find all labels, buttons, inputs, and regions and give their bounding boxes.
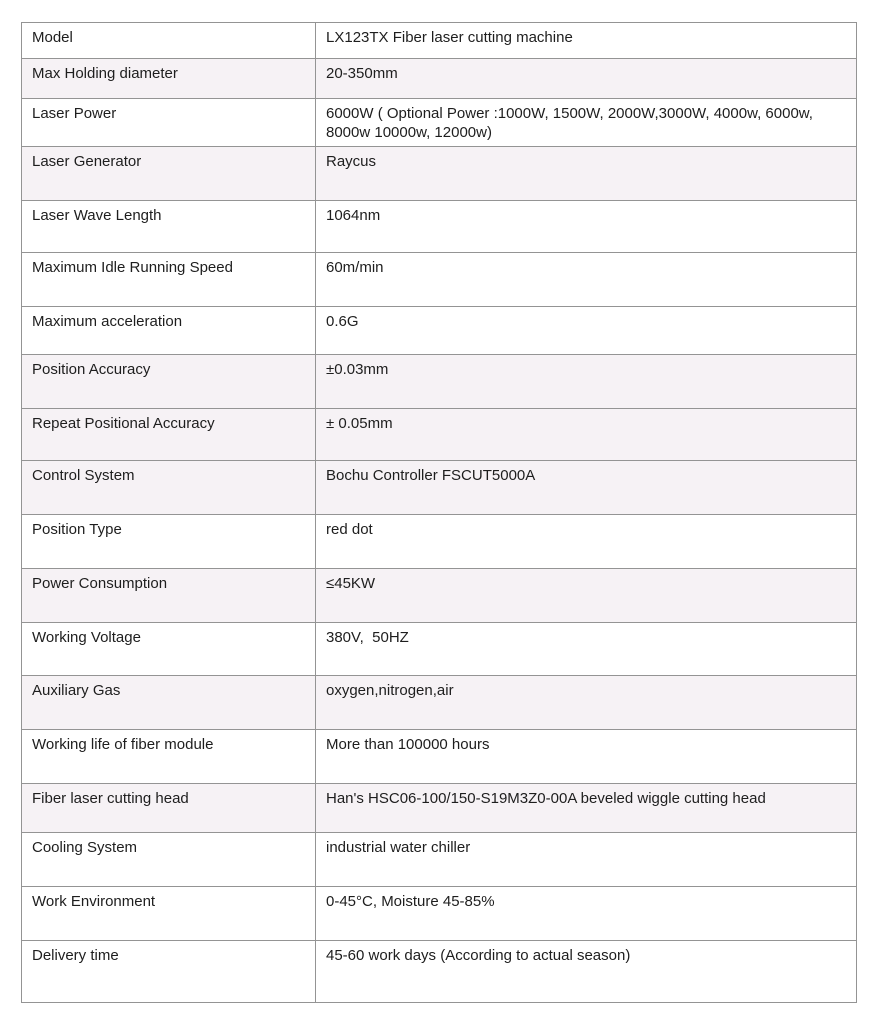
spec-value-cell: ≤45KW [316,569,857,623]
spec-label-cell: Working Voltage [22,623,316,676]
table-row [22,201,857,253]
spec-label-cell: Work Environment [22,887,316,941]
table-row [22,569,857,623]
spec-value-cell: 0-45°C, Moisture 45-85% [316,887,857,941]
spec-label-cell: Control System [22,461,316,515]
spec-value-cell: ± 0.05mm [316,409,857,461]
table-row [22,253,857,307]
spec-value-cell: 6000W ( Optional Power :1000W, 1500W, 2000W,3000W, 4000w, 6000w, 8000w 10000w, 12000w) [316,99,857,147]
spec-label-cell: Power Consumption [22,569,316,623]
table-row [22,23,857,59]
spec-value-cell: oxygen,nitrogen,air [316,676,857,730]
spec-label-cell: Model [22,23,316,59]
table-row [22,941,857,1003]
spec-label-cell: Repeat Positional Accuracy [22,409,316,461]
table-row [22,147,857,201]
spec-label-cell: Position Accuracy [22,355,316,409]
spec-label-cell: Cooling System [22,833,316,887]
spec-value-cell: industrial water chiller [316,833,857,887]
spec-label-cell: Auxiliary Gas [22,676,316,730]
spec-label-cell: Maximum acceleration [22,307,316,355]
spec-value-cell: 380V, 50HZ [316,623,857,676]
spec-value-cell: Raycus [316,147,857,201]
table-row [22,461,857,515]
spec-value-cell: 60m/min [316,253,857,307]
table-row [22,515,857,569]
table-row [22,676,857,730]
table-row [22,833,857,887]
spec-value-cell: 20-350mm [316,59,857,99]
table-row [22,784,857,833]
spec-value-cell: ±0.03mm [316,355,857,409]
spec-value-cell: 1064nm [316,201,857,253]
table-row [22,307,857,355]
spec-value-cell: Bochu Controller FSCUT5000A [316,461,857,515]
spec-label-cell: Maximum Idle Running Speed [22,253,316,307]
spec-table [21,22,857,1003]
table-row [22,409,857,461]
spec-value-cell: More than 100000 hours [316,730,857,784]
spec-label-cell: Working life of fiber module [22,730,316,784]
table-row [22,730,857,784]
spec-value-cell: red dot [316,515,857,569]
table-row [22,59,857,99]
spec-label-cell: Delivery time [22,941,316,1003]
spec-label-cell: Laser Power [22,99,316,147]
spec-value-cell: Han's HSC06-100/150-S19M3Z0-00A beveled wiggle cutting head [316,784,857,833]
spec-value-cell: 0.6G [316,307,857,355]
spec-value-cell: LX123TX Fiber laser cutting machine [316,23,857,59]
spec-label-cell: Laser Wave Length [22,201,316,253]
spec-value-cell: 45-60 work days (According to actual season) [316,941,857,1003]
spec-label-cell: Position Type [22,515,316,569]
table-row [22,623,857,676]
table-row [22,887,857,941]
spec-label-cell: Max Holding diameter [22,59,316,99]
table-row [22,99,857,147]
spec-label-cell: Laser Generator [22,147,316,201]
spec-label-cell: Fiber laser cutting head [22,784,316,833]
table-row [22,355,857,409]
